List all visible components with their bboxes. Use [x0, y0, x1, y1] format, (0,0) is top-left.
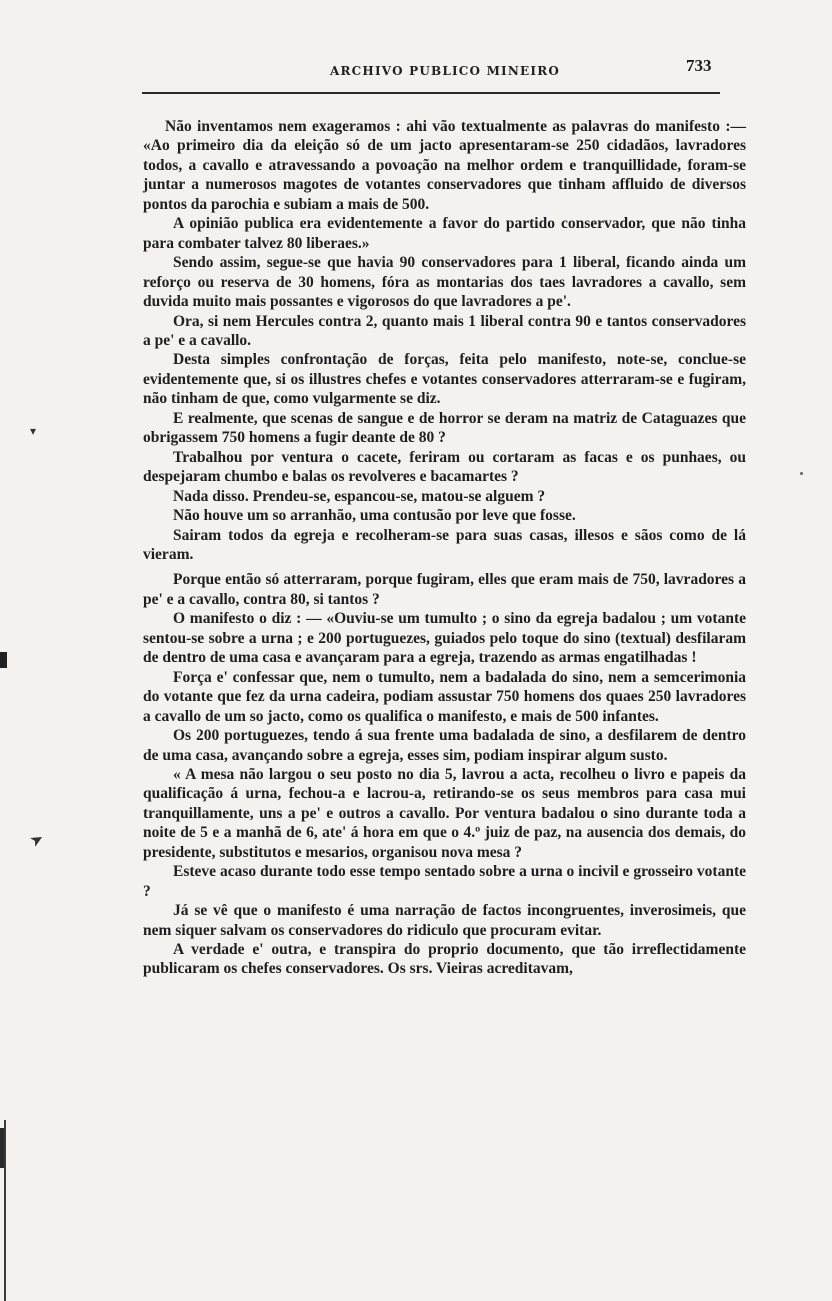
header-rule [142, 92, 720, 94]
margin-mark-icon: ▾ [30, 424, 37, 438]
paragraph-14: Os 200 portuguezes, tendo á sua frente uma badalada de sino, a desfilarem de dentro de uma casa, avançando sobre a egreja, esses sim, podiam inspirar algum susto. [143, 727, 746, 764]
page-header [140, 50, 720, 96]
body-text [143, 117, 746, 979]
speck-icon [800, 472, 803, 475]
paragraph-15: « A mesa não largou o seu posto no dia 5, lavrou a acta, recolheu o livro e papeis da qualificação á urna, fechou-a e lacrou-a, retirando-se os seus membros para casa mui tranquillamente, uns a pe' e outros a cavallo. Por ventura badalou o sino durante toda a noite de 5 e a manhã de 6, ate' á hora em que o 4.º juiz de paz, na ausencia dos demais, do presidente, substitutos e mesarios, organisou nova mesa ? [143, 765, 746, 861]
paragraph-1: Não inventamos nem exageramos : ahi vão textualmente as palavras do manifesto :— «Ao primeiro dia da eleição só de um jacto apresentaram-se 250 cidadãos, lavradores todos, a cavallo e atravessando a povoação na melhor ordem e tranquillidade, foram-se juntar a numerosos magotes de votantes conservadores que tinham affluido de diversos pontos da parochia e subiam a mais de 500. [143, 118, 746, 213]
paragraph-4: Ora, si nem Hercules contra 2, quanto mais 1 liberal contra 90 e tantos conservadores a pe' e a cavallo. [143, 312, 746, 349]
paragraph-2: A opinião publica era evidentemente a favor do partido conservador, que não tinha para combater talvez 80 liberaes.» [143, 215, 746, 252]
paragraph-17: Já se vê que o manifesto é uma narração de factos incongruentes, inverosimeis, que nem siquer salvam os conservadores do ridiculo que procuram evitar. [143, 902, 746, 939]
page-number: 733 [686, 56, 712, 75]
paragraph-9: Não houve um so arranhão, uma contusão por leve que fosse. [173, 507, 576, 525]
binding-edge-line [4, 1120, 6, 1301]
paragraph-11: Porque então só atterraram, porque fugiram, elles que eram mais de 750, lavradores a pe' e a cavallo, contra 80, si tantos ? [143, 571, 746, 608]
running-title: ARCHIVO PUBLICO MINEIRO [330, 64, 561, 78]
paragraph-3: Sendo assim, segue-se que havia 90 conservadores para 1 liberal, ficando ainda um reforço ou reserva de 30 homens, fóra as montarias dos taes lavradores a cavallo, sem duvida muito mais possantes e vigorosos do que lavradores a pe'. [143, 254, 746, 311]
paragraph-13: Força e' confessar que, nem o tumulto, nem a badalada do sino, nem a semcerimonia do votante que fez da urna cadeira, podiam assustar 750 homens dos quaes 250 lavradores a cavallo de um so jacto, como os qualifica o manifesto, e mais de 500 infantes. [143, 668, 746, 725]
paragraph-12: O manifesto o diz : — «Ouviu-se um tumulto ; o sino da egreja badalou ; um votante sentou-se sobre a urna ; e 200 portuguezes, guiados pelo toque do sino (textual) desfilaram de dentro de uma casa e avançaram para a egreja, trazendo as armas engatilhadas ! [143, 610, 746, 667]
paragraph-5: Desta simples confrontação de forças, feita pelo manifesto, note-se, conclue-se evidentemente que, si os illustres chefes e votantes conservadores atterraram-se e fugiram, não tinham de que, como vulgarmente se diz. [143, 351, 746, 408]
paragraph-8: Nada disso. Prendeu-se, espancou-se, matou-se alguem ? [173, 487, 546, 505]
paragraph-18: A verdade e' outra, e transpira do proprio documento, que tão irreflectidamente publicaram os chefes conservadores. Os srs. Vieiras acreditavam, [143, 941, 746, 978]
paragraph-7: Trabalhou por ventura o cacete, feriram ou cortaram as facas e os punhaes, ou despejaram chumbo e balas os revolveres e bacamartes ? [143, 448, 746, 486]
margin-arrow-icon: ➤ [26, 827, 48, 852]
margin-blot-icon [0, 652, 7, 668]
paragraph-10: Sairam todos da egreja e recolheram-se para suas casas, illesos e sãos como de lá vieram. [143, 526, 746, 563]
paragraph-16: Esteve acaso durante todo esse tempo sentado sobre a urna o incivil e grosseiro votante ? [143, 863, 746, 900]
paragraph-6: E realmente, que scenas de sangue e de horror se deram na matriz de Cataguazes que obrigassem 750 homens a fugir deante de 80 ? [143, 409, 746, 447]
